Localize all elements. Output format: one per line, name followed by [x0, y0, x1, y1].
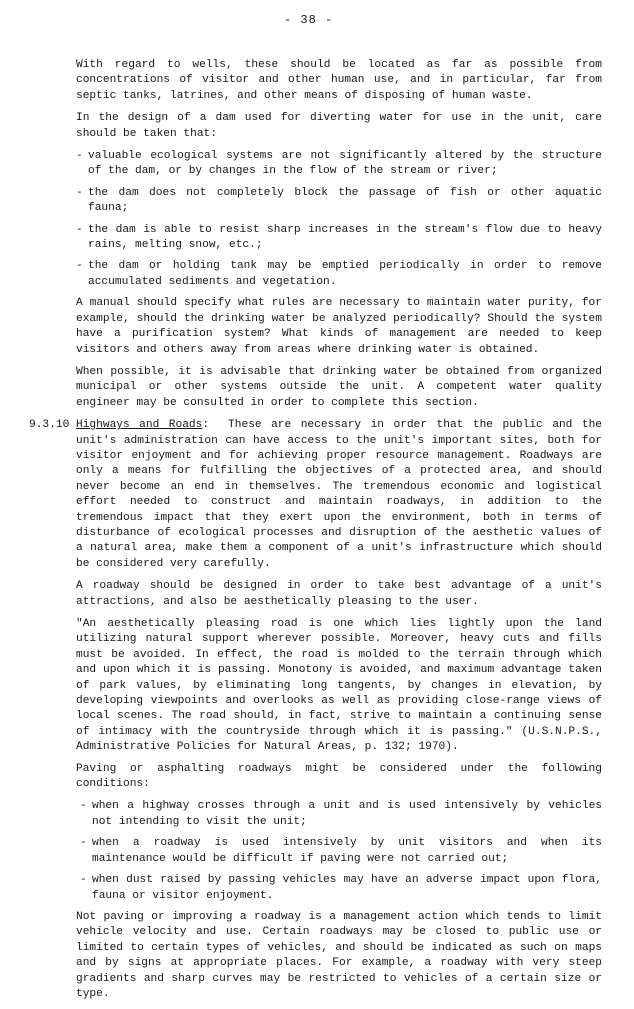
block-quote: "An aesthetically pleasing road is one which lies lightly upon the land utilizing natural support wherever possible. Moreover, heavy cuts and fills must be avoided. In effect, the road is molded to the terrain through which and upon which it is passing. Monotony is avoided, and maximum advantage taken of park values, by eliminating long tangents, by changes in elevation, by developing viewpoints and overlooks as well as providing close-range views of local scenes. The road should, in fact, strive to maintain a continuing sense of intimacy with the countryside through which it is passing." (U.S.N.P.S., Administrative Policies for Natural Areas, p. 132; 1970).	[76, 618, 602, 754]
paragraph-dam-design: In the design of a dam used for diverting water for use in the unit, care should be taken that:	[76, 112, 602, 140]
list-item	[80, 799, 602, 830]
paragraph-paving-intro: Paving or asphalting roadways might be considered under the following conditions:	[76, 762, 602, 791]
dash-marker: -	[76, 223, 83, 236]
dash-marker: -	[80, 837, 87, 850]
section-heading-colon: :	[202, 419, 210, 432]
list-item-text: when a highway crosses through a unit and is used intensively by vehicles not intending to visit the unit;	[92, 800, 602, 828]
list-item-text: valuable ecological systems are not significantly altered by the structure of the dam, or by changes in the flow of the stream or river;	[88, 150, 602, 178]
list-item	[80, 873, 602, 904]
dash-marker: -	[76, 260, 83, 273]
paving-bullet-list	[76, 799, 602, 903]
page-number: - 38 -	[284, 13, 334, 27]
list-item	[80, 836, 602, 867]
list-item	[76, 186, 602, 217]
dash-marker: -	[80, 874, 87, 887]
list-item-text: the dam or holding tank may be emptied periodically in order to remove accumulated sediments and vegetation.	[88, 260, 602, 288]
dash-marker: -	[76, 186, 83, 199]
section-body-text: These are necessary in order that the public and the unit's administration can have access to the unit's important sites, both for visitor enjoyment and for achieving proper resource management. Roadways are only a means for fulfilling the objectives of a protected area, and should never become an end in themselves. The tremendous economic and logistical effort needed to construct and maintain roadways, in addition to the tremendous impact that they exert upon the environment, both in terms of disturbance of ecological processes and disruption of the aesthetic values of a natural area, make them a component of a unit's infrastructure which should be considered very carefully.	[76, 419, 602, 570]
dash-marker: -	[76, 150, 83, 163]
section-paragraph	[76, 418, 602, 572]
paragraph-closing: Not paving or improving a roadway is a management action which tends to limit vehicle velocity and use. Certain roadways may be closed to public use or limited to certain types of vehicles, and should be indicated as such on maps and by signs at appropriate places. For example, a roadway with very steep gradients and sharp curves may be restricted to vehicles of a certain size or type.	[76, 910, 602, 1000]
page-content	[29, 58, 602, 1009]
list-item	[76, 259, 602, 290]
paragraph-roadway-design: A roadway should be designed in order to take best advantage of a unit's attractions, and also be aesthetically pleasing to the user.	[76, 580, 602, 608]
section-heading: Highways and Roads	[76, 419, 203, 432]
paragraph-manual: A manual should specify what rules are necessary to maintain water purity, for example, should the drinking water be analyzed periodically? Should the system have a purification system? What kinds of management are needed to keep visitors and others away from areas where drinking water is obtained.	[76, 297, 602, 356]
list-item	[76, 149, 602, 180]
section-highways-roads	[29, 418, 602, 572]
paragraph-municipal: When possible, it is advisable that drinking water be obtained from organized municipal or other systems outside the unit. A competent water quality engineer may be consulted in order to complete this section.	[76, 365, 602, 409]
list-item-text: the dam is able to resist sharp increases in the stream's flow due to heavy rains, melting snow, etc.;	[88, 223, 602, 252]
list-item-text: when dust raised by passing vehicles may have an adverse impact upon flora, fauna or visitor enjoyment.	[92, 874, 602, 902]
dam-bullet-list	[76, 149, 602, 290]
list-item	[76, 223, 602, 254]
list-item-text: when a roadway is used intensively by unit visitors and when its maintenance would be difficult if paving were not carried out;	[92, 837, 602, 865]
list-item-text: the dam does not completely block the passage of fish or other aquatic fauna;	[88, 186, 602, 215]
dash-marker: -	[80, 800, 87, 813]
section-number: 9.3.10	[29, 419, 70, 432]
paragraph-wells: With regard to wells, these should be located as far as possible from concentrations of visitor and other human use, and in particular, far from septic tanks, latrines, and other means of disposing of human waste.	[76, 59, 602, 102]
